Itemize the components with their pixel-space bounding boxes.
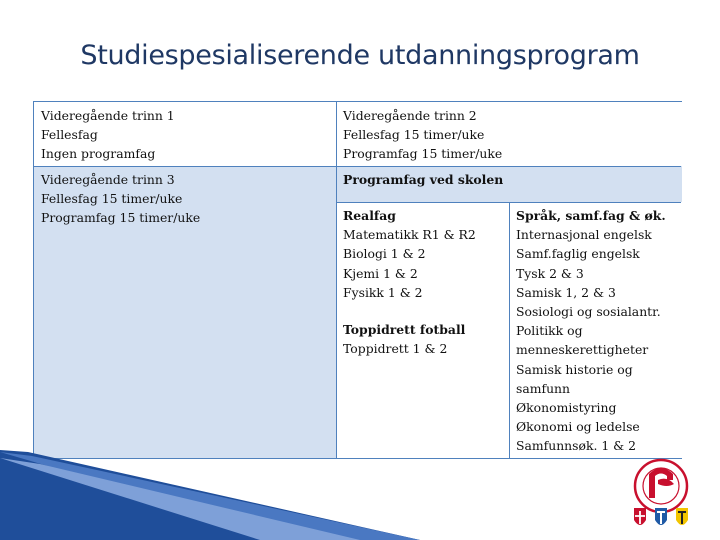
trinn3-line2: Programfag 15 timer/uke (41, 210, 201, 226)
sprak-heading: Språk, samf.fag & øk. (516, 208, 666, 223)
cell-trinn2 (336, 102, 682, 166)
cell-programfag-header (336, 166, 682, 202)
sprak-item: samfunn (516, 380, 571, 396)
sprak-item: Sosiologi og sosialantr. (516, 304, 661, 320)
page-title: Studiespesialiserende utdanningsprogram (80, 40, 640, 71)
sprak-item: Politikk og (516, 323, 583, 339)
trinn2-line2: Programfag 15 timer/uke (343, 146, 503, 162)
sprak-item: Samisk historie og (516, 361, 633, 377)
sprak-item: menneskerettigheter (516, 342, 649, 358)
blue-wedge-icon (0, 450, 420, 540)
realfag-item: Fysikk 1 & 2 (343, 284, 423, 300)
sprak-item: Internasjonal engelsk (516, 227, 652, 243)
sprak-item: Samfunnsøk. 1 & 2 (516, 438, 637, 454)
sprak-item: Tysk 2 & 3 (516, 265, 584, 281)
trinn2-heading: Videregående trinn 2 (343, 108, 477, 123)
trinn1-line2: Ingen programfag (41, 146, 156, 162)
table-divider (509, 202, 510, 458)
toppidrett-item: Toppidrett 1 & 2 (343, 341, 448, 357)
toppidrett-heading: Toppidrett fotball (343, 322, 466, 338)
realfag-heading: Realfag (343, 208, 396, 223)
realfag-item: Kjemi 1 & 2 (343, 265, 418, 281)
programfag-header: Programfag ved skolen (343, 172, 504, 187)
cell-trinn1 (34, 102, 336, 166)
realfag-item: Biologi 1 & 2 (343, 246, 426, 262)
trinn2-line1: Fellesfag 15 timer/uke (343, 127, 485, 143)
sprak-item: Økonomi og ledelse (516, 419, 640, 435)
table-divider (34, 166, 681, 167)
trinn3-line1: Fellesfag 15 timer/uke (41, 191, 183, 207)
cell-sprak (509, 202, 682, 458)
cell-trinn3 (34, 166, 336, 458)
table-divider (336, 102, 337, 458)
sprak-item: Samisk 1, 2 & 3 (516, 284, 616, 300)
trinn1-heading: Videregående trinn 1 (41, 108, 175, 123)
sprak-item: Samf.faglig engelsk (516, 246, 640, 262)
program-table (33, 101, 682, 459)
realfag-item: Matematikk R1 & R2 (343, 227, 476, 243)
school-crest-icon (618, 458, 704, 536)
trinn1-line1: Fellesfag (41, 127, 98, 143)
cell-realfag (336, 202, 509, 458)
sprak-item: Økonomistyring (516, 400, 617, 416)
trinn3-heading: Videregående trinn 3 (41, 172, 175, 187)
